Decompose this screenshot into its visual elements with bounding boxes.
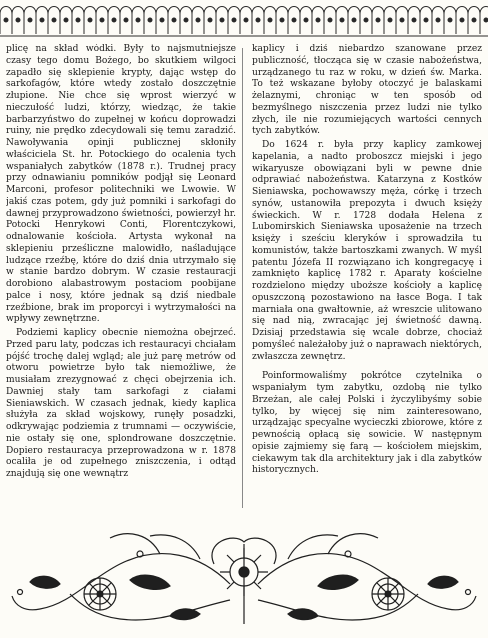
frieze-dot bbox=[196, 18, 200, 22]
top-border-pattern bbox=[0, 0, 488, 38]
frieze-dot bbox=[40, 18, 44, 22]
frieze-dot bbox=[28, 18, 32, 22]
paragraph: kaplicy i dziś niebardzo szanowane przez publiczność, tłocząca się w czasie nabożeństwa, urządzanego tu raz w roku, w dzień św. Marka. To też wskazane byłoby otoczyć je balaskami żelaznymi, chroniąc w ten sposób od bezmyślnego niszczenia przez ludzi nie tylko złych, ile nie rozumiejących wartości cennych tych zabytków. bbox=[252, 44, 482, 137]
frieze-dot bbox=[160, 18, 164, 22]
frieze-dot bbox=[316, 18, 320, 22]
frieze-dot bbox=[304, 18, 308, 22]
column-divider bbox=[242, 48, 243, 508]
frieze-dot bbox=[436, 18, 440, 22]
frieze-dot bbox=[4, 18, 8, 22]
frieze-dot bbox=[88, 18, 92, 22]
frieze-dot bbox=[340, 18, 344, 22]
paragraph: Podziemi kaplicy obecnie niemożna obejrzeć. Przed paru laty, podczas ich restauracyi chciałam pójść trochę dalej wgląd; ale już parę metrów od otworu powietrze było tak niemożliwe, że musiałam zrezygnować z chęci obejrzenia ich. Dawniej stały tam sarkofagi z ciałami Sieniawskich. W czasach jednak, kiedy kaplica służyła za skład wojskowy, runęły posadzki, odkrywając podziemia z trumnami — oczywiście, nie ostały się one, splondrowane doszczętnie. Dopiero restauracya przeprowadzona w r. 1878 ocaliła je od zupełnego zniszczenia, i odtąd znajdują się one wewnątrz bbox=[6, 328, 236, 479]
frieze-dot bbox=[484, 18, 488, 22]
frieze-dot bbox=[400, 18, 404, 22]
frieze-dot bbox=[220, 18, 224, 22]
frieze-dot bbox=[16, 18, 20, 22]
frieze-dot bbox=[64, 18, 68, 22]
frieze-dot bbox=[208, 18, 212, 22]
paragraph: plicę na skład wódki. Były to najsmutniejsze czasy tego domu Bożego, bo skutkiem wilgoci zapadło się sklepienie krypty, dając wstęp do sarkofagów, które wtedy zostało doszczętnie złupione. Nie chce się wprost wierzyć w nieczułość ludzi, którzy, wiedząc, że takie barbarzyństwo do zupełnej w końcu doprowadzi ruiny, nie prędko zdecydowali się temu zaradzić. Nawoływania opinji publicznej skłoniły właściciela St. hr. Potockiego do ocalenia tych wspaniałych zabytków (1878 r.). Trudnej pracy przy odnawianiu pomników podjął się Leonard Marconi, profesor politechniki we Lwowie. W jakiś czas potem, gdy już pomniki i sarkofagi do dawnej przyprowadzono świetności, powierzył hr. Potocki Henrykowi Conti, Florentczykowi, odnalowanie kościoła. Artysta wykonał na sklepieniu prześliczne malowidło, naśladujące ludzące rzeźbę, które do dziś dnia utrzymało się w stanie bardzo dobrym. W czasie restauracji dorobiono alabastrowym postaciom poobijane palce i nosy, które jednak są dziś niedbale rzeźbione, brak im proporcyi i wytrzymałości na wpływy zewnętrzne. bbox=[6, 44, 236, 325]
frieze-dot bbox=[388, 18, 392, 22]
frieze-dot bbox=[76, 18, 80, 22]
frieze-dot bbox=[244, 18, 248, 22]
frieze-dot bbox=[364, 18, 368, 22]
frieze-dot bbox=[292, 18, 296, 22]
frieze-dot bbox=[268, 18, 272, 22]
right-column bbox=[252, 44, 482, 512]
left-column bbox=[6, 44, 236, 512]
frieze-dot bbox=[412, 18, 416, 22]
frieze-dot bbox=[472, 18, 476, 22]
paragraph: Poinformowaliśmy pokrótce czytelnika o wspaniałym tym zabytku, ozdobą nie tylko Brzeżan, ale całej Polski i życzylibyśmy sobie tylko, by więcej się nim zainteresowano, urządzając specyalne wycieczki zbiorowe, które z pewnością opłacą się sowicie. W następnym opisie zajmiemy się farą — kościołem miejskim, ciekawym tak dla architektury jak i dla zabytków historycznych. bbox=[252, 371, 482, 476]
frieze-dot bbox=[124, 18, 128, 22]
frieze-dot bbox=[376, 18, 380, 22]
text-columns bbox=[6, 44, 482, 512]
frieze-dot bbox=[112, 18, 116, 22]
frieze-dot bbox=[136, 18, 140, 22]
frieze-dot bbox=[448, 18, 452, 22]
frieze-dot bbox=[184, 18, 188, 22]
frieze-dot bbox=[256, 18, 260, 22]
frieze-dot bbox=[352, 18, 356, 22]
frieze-dot bbox=[460, 18, 464, 22]
frieze-dot bbox=[232, 18, 236, 22]
frieze-dot bbox=[328, 18, 332, 22]
frieze-dot bbox=[148, 18, 152, 22]
frieze-dot bbox=[172, 18, 176, 22]
frieze-dot bbox=[52, 18, 56, 22]
frieze-dot bbox=[280, 18, 284, 22]
paragraph: Do 1624 r. była przy kaplicy zamkowej kapelania, a nadto proboszcz miejski i jego wikaryusze obowiązani byli w pewne dnie odprawiać nabożeństwa. Katarzyna z Kostków Sieniawska, pochowawszy męża, córkę i trzech synów, ustanowiła prepozyta i dwuch księży świeckich. W r. 1728 dodała Helena z Lubomirskich Sieniawska uposażenie na trzech księży i sześciu kleryków i sprowadziła tu komunistów, także bartoszkami zwanych. W myśl patentu Józefa II rozwiązano ich kongregacyę i zamknięto kaplicę 1782 r. Aparaty kościelne rozdzielono między uboższe kościoły a kaplicę opuszczoną pozostawiono na łasce Boga. I tak marniała ona gwałtownie, aż wreszcie ulitowano się nad nią, zwracając jej świetność dawną. Dzisiaj przedstawia się wcale dobrze, chociaż pomyśleć należałoby już o naprawach niektórych, zwłaszcza zewnętrz. bbox=[252, 140, 482, 362]
frieze-dot bbox=[424, 18, 428, 22]
top-ornamental-border bbox=[0, 0, 488, 38]
floral-ornament bbox=[0, 514, 488, 638]
frieze-dot bbox=[100, 18, 104, 22]
